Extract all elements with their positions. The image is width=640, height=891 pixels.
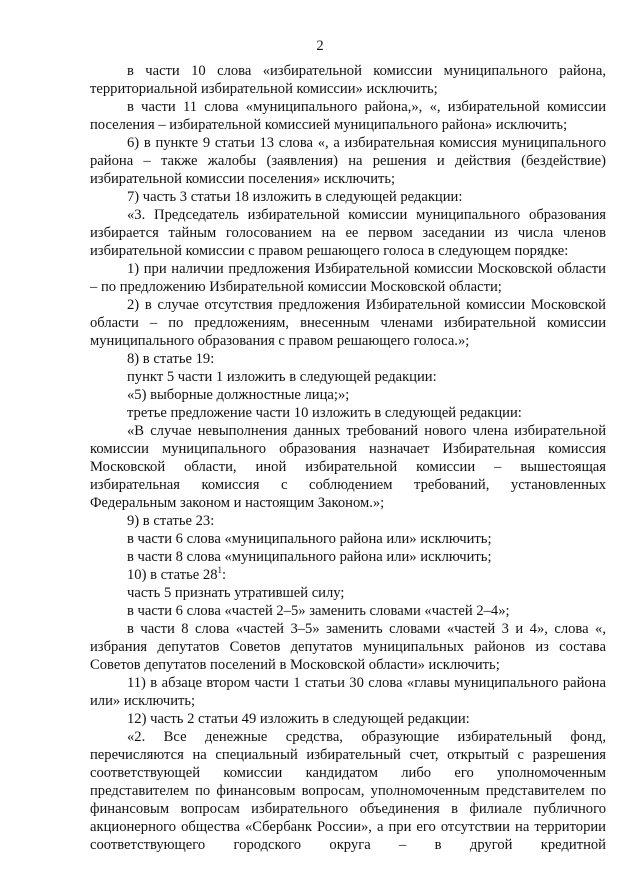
paragraph: пункт 5 части 1 изложить в следующей редакции: [127, 369, 437, 385]
paragraph: 12) часть 2 статьи 49 изложить в следующей редакции: [127, 711, 470, 727]
paragraph: часть 5 признать утратившей силу; [127, 585, 345, 601]
page-number: 2 [316, 38, 324, 54]
document-body [90, 62, 606, 854]
paragraph: в части 6 слова «частей 2–5» заменить словами «частей 2–4»; [127, 603, 510, 619]
paragraph: «В случае невыполнения данных требований нового члена избирательной комиссии муниципального образования назначает Избирательная комиссия Московской области, иной избирательной комиссии – вышестоящая избирательная комиссия с соблюдением требований, установленных Федеральным законом и настоящим Законом.»; [90, 423, 606, 511]
paragraph: «5) выборные должностные лица;»; [127, 387, 350, 403]
paragraph: в части 8 слова «частей 3–5» заменить словами «частей 3 и 4», слова «, избрания депутатов Советов депутатов муниципальных районов из состава Советов депутатов поселений в Московской области» исключить; [90, 621, 606, 673]
paragraph: в части 8 слова «муниципального района или» исключить; [127, 549, 492, 565]
paragraph: 2) в случае отсутствия предложения Избирательной комиссии Московской области – по предложениям, внесенным членами избирательной комиссии муниципального образования с правом решающего голоса.»; [90, 297, 606, 349]
paragraph-tail: : [222, 567, 227, 583]
paragraph: в части 11 слова «муниципального района,», «, избирательной комиссии поселения – избирательной комиссией муниципального района» исключить; [90, 99, 606, 133]
paragraph: третье предложение части 10 изложить в следующей редакции: [127, 405, 522, 421]
paragraph: 11) в абзаце втором части 1 статьи 30 слова «главы муниципального района или» исключить; [90, 675, 606, 709]
paragraph: 1) при наличии предложения Избирательной комиссии Московской области – по предложению Избирательной комиссии Московской области; [90, 261, 606, 295]
paragraph: 6) в пункте 9 статьи 13 слова «, а избирательная комиссия муниципального района – также жалобы (заявления) на решения и действия (бездействие) избирательной комиссии поселения» исключить; [90, 135, 606, 187]
paragraph: «2. Все денежные средства, образующие избирательный фонд, перечисляются на специальный избирательный счет, открытый с разрешения соответствующей комиссии кандидатом либо его уполномоченным представителем по финансовым вопросам, уполномоченным представителем по финансовым вопросам избирательного объединения в филиале публичного акционерного общества «Сбербанк России», а при его отсутствии на территории соответствующего городского округа – в другой кредитной [90, 729, 606, 853]
paragraph: 7) часть 3 статьи 18 изложить в следующей редакции: [127, 189, 463, 205]
paragraph: «3. Председатель избирательной комиссии муниципального образования избирается тайным голосованием на ее первом заседании из числа членов избирательной комиссии с правом решающего голоса в следующем порядке: [90, 207, 606, 259]
paragraph: 8) в статье 19: [127, 351, 215, 367]
paragraph: в части 6 слова «муниципального района или» исключить; [127, 531, 492, 547]
superscript-index: 1 [217, 565, 223, 576]
paragraph-text: 10) в статье 28 [127, 567, 218, 583]
paragraph: в части 10 слова «избирательной комиссии муниципального района, территориальной избирательной комиссии» исключить; [90, 63, 606, 97]
paragraph [90, 566, 606, 584]
paragraph: 9) в статье 23: [127, 513, 215, 529]
